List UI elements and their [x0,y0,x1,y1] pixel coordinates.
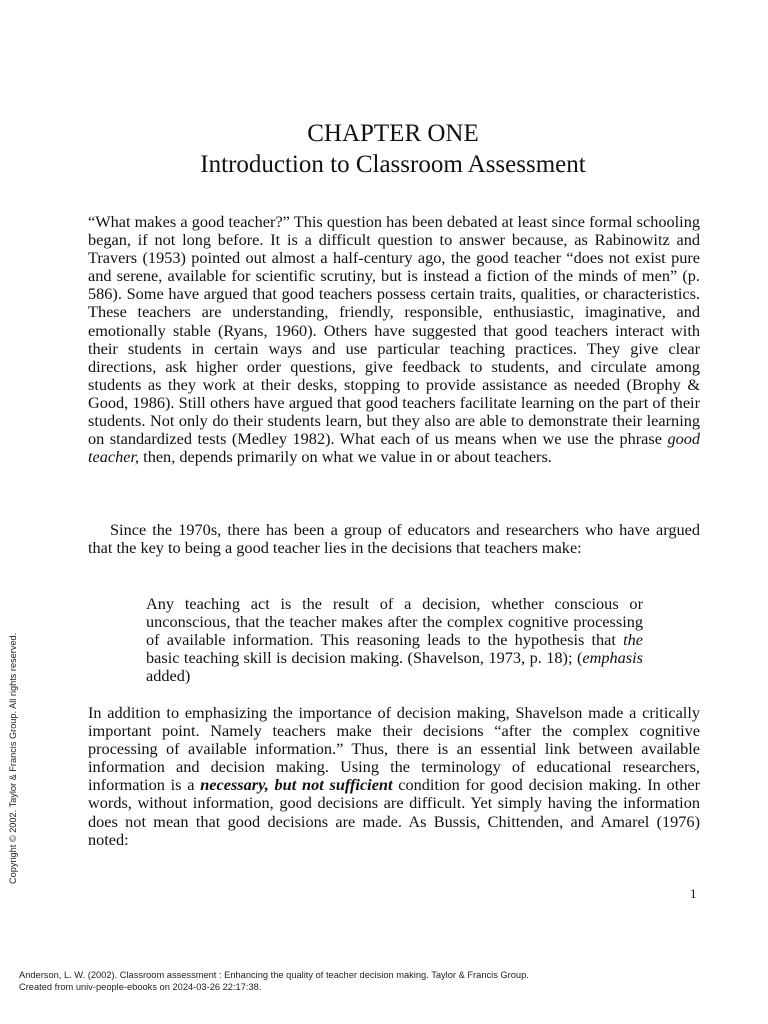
block-quote [146,595,643,685]
chapter-heading [0,118,768,180]
paragraph-3 [88,704,700,849]
paragraph-3-part-b: condition for good decision making. In other words, without information, good decisions are difficult. Yet simply having the information does not mean that good decisions are made. As Bussis, Chittenden, and Amarel (1976) noted: [88,775,701,849]
paragraph-1-part-a: “What makes a good teacher?” This question has been debated at least since formal schooling began, if not long before. It is a difficult question to answer because, as Rabinowitz and Travers (1953) pointed out almost a half-century ago, the good teacher “does not exist pure and serene, available for scientific scrutiny, but is instead a fiction of the minds of men” (p. 586). Some have argued that good teachers possess certain traits, qualities, or characteristics. These teachers are understanding, friendly, responsible, enthusiastic, imaginative, and emotionally stable (Ryans, 1960). Others have suggested that good teachers interact with their students in certain ways and use particular teaching practices. They give clear directions, ask higher order questions, give feedback to students, and circulate among students as they work at their desks, stopping to provide assistance as needed (Brophy & Good, 1986). Still others have argued that good teachers facilitate learning on the part of their students. Not only do their students learn, but they also are able to demonstrate their learning on standardized tests (Medley 1982). What each of us means when we use the phrase [88,212,700,449]
paragraph-2-text [88,521,700,557]
paragraph-3-part-a: In addition to emphasizing the importance of decision making, Shavelson made a critically important point. Namely teachers make their decisions “after the complex cognitive processing of available information.” Thus, there is an essential link between available information and decision making. Using the terminology of educational researchers, information is a [88,703,700,795]
block-quote-text [146,595,643,685]
paragraph-3-emphasis: necessary, but not sufficient [200,775,393,795]
block-quote-italic-1: the [623,630,643,650]
paragraph-2 [88,521,700,557]
footer-citation: Anderson, L. W. (2002). Classroom assessment : Enhancing the quality of teacher decision making. Taylor & Francis Group. [19,970,529,980]
footer [19,970,529,993]
chapter-label: CHAPTER ONE [307,120,479,147]
paragraph-1-text [88,213,700,466]
page-number: 1 [690,886,697,901]
paragraph-1-part-b: then, depends primarily on what we value in or about teachers. [139,447,552,467]
block-quote-part-1: Any teaching act is the result of a decision, whether conscious or unconscious, that the teacher makes after the complex cognitive processing of available information. This reasoning leads to the hypothesis that [146,594,643,650]
side-copyright-notice: Copyright © 2002. Taylor & Francis Group. All rights reserved. [8,632,18,884]
footer-created: Created from univ-people-ebooks on 2024-03-26 22:17:38. [19,981,262,992]
block-quote-part-2: basic teaching skill is decision making. (Shavelson, 1973, p. 18); ( [146,648,583,668]
block-quote-part-3: added) [146,666,191,686]
block-quote-italic-2: emphasis [582,648,643,668]
paragraph-2-body: Since the 1970s, there has been a group of educators and researchers who have argued that the key to being a good teacher lies in the decisions that teachers make: [88,520,700,558]
paragraph-1 [88,213,700,466]
paragraph-1-italic: good teacher, [88,429,700,467]
chapter-title: Introduction to Classroom Assessment [200,151,586,178]
paragraph-3-text [88,704,700,849]
